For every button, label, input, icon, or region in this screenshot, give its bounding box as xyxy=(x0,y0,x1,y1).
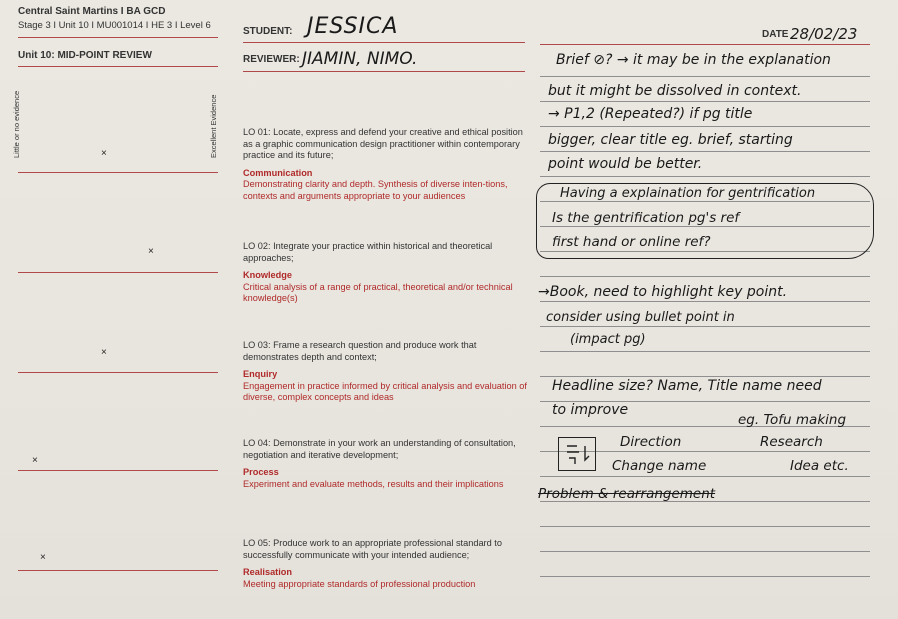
note-line: → P1,2 (Repeated?) if pg title xyxy=(548,106,753,122)
lo5-mark: × xyxy=(40,552,46,563)
lo-category: Knowledge xyxy=(243,270,293,280)
note-line: Research xyxy=(760,434,823,450)
date-value: 28/02/23 xyxy=(790,25,858,43)
note-line: →Book, need to highlight key point. xyxy=(538,284,788,300)
lo-category: Realisation xyxy=(243,567,293,577)
note-line: first hand or online ref? xyxy=(552,234,711,250)
lo-03 xyxy=(243,340,528,404)
lo-title: LO 03: Frame a research question and produce work that demonstrates depth and context; xyxy=(243,340,477,362)
institution: Central Saint Martins I BA GCD xyxy=(18,6,166,17)
lo-04 xyxy=(243,438,528,490)
lo-category: Communication xyxy=(243,167,313,178)
lo-title: LO 02: Integrate your practice within historical and theoretical approaches; xyxy=(243,241,493,263)
note-line: Direction xyxy=(620,434,682,450)
lo4-mark: × xyxy=(32,455,38,466)
lo-title: LO 04: Demonstrate in your work an understanding of consultation, negotiation and iterative development; xyxy=(243,438,516,460)
reviewer-label: REVIEWER: xyxy=(243,54,300,65)
note-line: consider using bullet point in xyxy=(546,310,735,325)
lo-title: LO 05: Produce work to an appropriate professional standard to successfully communicate with your intended audience; xyxy=(243,538,502,560)
lo2-mark: × xyxy=(148,246,154,257)
lo-description: Critical analysis of a range of practical, theoretical and/or technical knowledge(s) xyxy=(243,281,513,303)
student-label: STUDENT: xyxy=(243,26,293,37)
lo-description: Experiment and evaluate methods, results and their implications xyxy=(243,478,504,489)
note-line: but it might be dissolved in context. xyxy=(548,83,802,99)
note-line: Idea etc. xyxy=(790,458,849,474)
lo-01 xyxy=(243,127,528,202)
lo-title: LO 01: Locate, express and defend your creative and ethical position as a graphic communication design practitioner within contemporary practice and its future; xyxy=(243,127,523,160)
lo3-mark: × xyxy=(101,347,107,358)
note-line: Brief ⊘? → it may be in the explanation xyxy=(556,52,831,68)
sketch-icon xyxy=(558,437,596,471)
date-label: DATE xyxy=(762,29,789,40)
lo1-mark: × xyxy=(101,148,107,159)
note-line: Having a explaination for gentrification xyxy=(560,186,816,201)
note-line: Problem & rearrangement xyxy=(538,486,716,502)
lo-category: Process xyxy=(243,467,279,477)
note-line: point would be better. xyxy=(548,156,703,172)
note-line: (impact pg) xyxy=(570,332,646,347)
note-line: Headline size? Name, Title name need xyxy=(552,378,822,394)
lo-category: Enquiry xyxy=(243,369,278,379)
unit-code: Stage 3 I Unit 10 I MU001014 I HE 3 I Level 6 xyxy=(18,20,211,31)
note-line: eg. Tofu making xyxy=(738,412,847,428)
scale-high-label: Excellent Evidence xyxy=(209,94,218,158)
lo-02 xyxy=(243,241,528,305)
note-line: to improve xyxy=(552,402,629,418)
unit-title: Unit 10: MID-POINT REVIEW xyxy=(18,50,152,61)
scale-low-label: Little or no evidence xyxy=(12,90,21,158)
lo-05 xyxy=(243,538,528,590)
reviewer-names: JIAMIN, NIMO. xyxy=(302,49,418,69)
lo-description: Demonstrating clarity and depth. Synthesis of diverse inten-tions, contexts and arguments appropriate to your audiences xyxy=(243,179,508,201)
student-name: JESSICA xyxy=(307,14,399,39)
lo-description: Meeting appropriate standards of professional production xyxy=(243,578,476,589)
note-line: Change name xyxy=(612,458,707,474)
lo-description: Engagement in practice informed by critical analysis and evaluation of diverse, complex concepts and ideas xyxy=(243,380,527,402)
note-line: bigger, clear title eg. brief, starting xyxy=(548,132,793,148)
note-line: Is the gentrification pg's ref xyxy=(552,210,740,226)
